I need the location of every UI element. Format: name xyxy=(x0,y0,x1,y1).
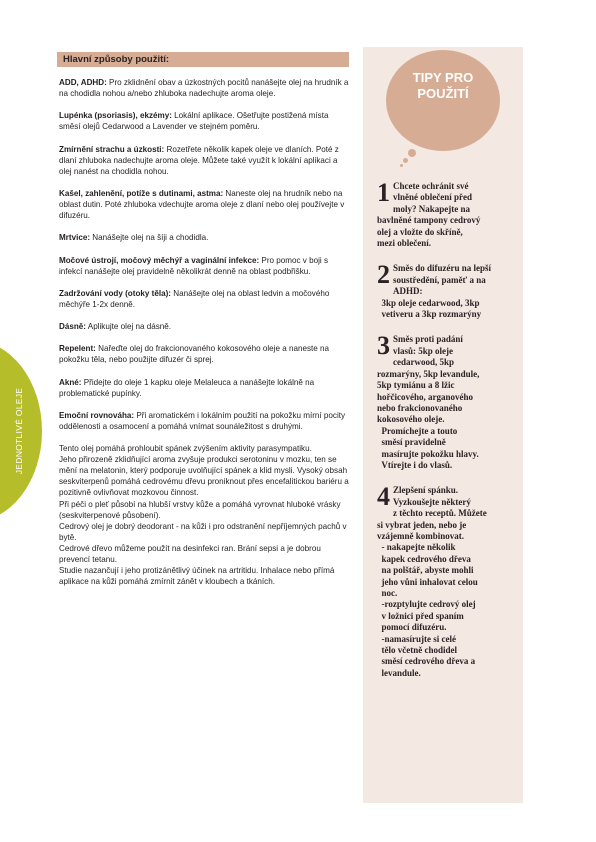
tip-text-line: hořčicového, arganového xyxy=(377,391,473,402)
tip-text-line: noc. xyxy=(377,588,398,598)
tip-text-line: moly? Nakapejte na xyxy=(393,203,470,214)
usage-entry xyxy=(59,321,349,332)
paragraph-line: Cedrové dřevo můžeme použít na desinfekci ran. Brání sepsi a je dobrou prevencí tetanu. xyxy=(59,543,321,565)
tip-text-line: Promíchejte a touto xyxy=(377,425,458,436)
tip-text-line: Vtírejte i do vlasů. xyxy=(377,459,453,470)
tip-text-line: cedarwood, 5kp xyxy=(393,357,455,368)
paragraph-line: Při péči o pleť působí na hlubší vrstvy kůže a pomáhá vyrovnat hluboké vrásky (seskviterpenové působení). xyxy=(59,499,341,520)
tip-text-line: 3kp oleje cedarwood, 3kp xyxy=(377,297,480,308)
usage-entry xyxy=(59,410,349,432)
tip-text-line: -rozptylujte cedrový olej xyxy=(377,599,476,610)
bubble-dot xyxy=(400,164,403,167)
paragraph-line: Studie nazančují i jeho protizánětlivý účinek na artritidu. Inhalace nebo přímá aplikace na kůži pomáhá zmírnit zánět v kloubech a tkáních. xyxy=(59,566,335,587)
entry-text: Při aromatickém i lokálním použití na pokožku mírní pocity oddělenosti a osamocení a pomáhá vnímat sounáležitost s druhými. xyxy=(59,410,346,431)
tip-text-line: Směs do difuzéru na lepší xyxy=(393,263,492,274)
usage-entry xyxy=(59,77,349,99)
tip-text-line: mezi oblečení. xyxy=(377,238,431,249)
bubble-dot xyxy=(408,149,416,157)
entry-text: Nanášejte olej na šíji a chodidla. xyxy=(90,233,209,243)
tip-item xyxy=(377,331,515,471)
tip-text-line: si vybrat jeden, nebo je xyxy=(377,519,467,530)
tip-item xyxy=(377,178,515,249)
tip-text-line: nebo frakcionovaného xyxy=(377,402,463,413)
tip-text-line: ADHD: xyxy=(393,286,423,297)
tip-text-line: soustředění, paměť a na xyxy=(393,274,486,285)
entry-text: Pro zklidnění obav a úzkostných pocitů nanášejte olej na hrudník a na chodidla nohou a/nebo zhluboka nadechujte aroma oleje. xyxy=(59,78,349,99)
usage-entry xyxy=(59,288,349,310)
tip-text-line: z těchto receptů. Můžete xyxy=(393,508,487,519)
tip-text-line: Směs proti padání xyxy=(393,334,463,345)
tip-text-line: kapek cedrového dřeva xyxy=(377,553,471,564)
usage-entry xyxy=(59,343,349,365)
tip-item xyxy=(377,482,515,679)
tip-text-line: v ložnici před spaním xyxy=(377,610,464,621)
entry-text: Nanášejte olej na oblast ledvin a močového měchýře 1-2x denně. xyxy=(59,288,330,309)
usage-entry xyxy=(59,255,349,277)
entry-title: Zmírnění strachu a úzkosti: xyxy=(59,144,165,154)
usage-list xyxy=(57,77,349,432)
tip-text-line: olej a vložte do skříně, xyxy=(377,226,463,237)
tip-number: 1 xyxy=(377,178,390,207)
bubble-title-line: POUŽITÍ xyxy=(417,86,469,101)
entry-title: Akné: xyxy=(59,377,82,387)
tip-text-line: vlasů: 5kp oleje xyxy=(393,345,454,356)
usage-entry xyxy=(59,188,349,221)
entry-text: Rozetřete několik kapek oleje ve dlaních. Poté z dlaní zhluboka nadechujte aroma oleje. Můžete také využít k lokální aplikaci a olej nanést na chodidla nohou. xyxy=(59,144,339,176)
tip-item xyxy=(377,260,515,320)
usage-entry xyxy=(59,377,349,399)
tip-text-line: vlněné oblečení před xyxy=(393,192,472,203)
entry-title: Močové ústrojí, močový měchýř a vaginální infekce: xyxy=(59,255,260,265)
entry-text: Aplikujte olej na dásně. xyxy=(86,322,172,332)
tip-text-line: kokosového oleje. xyxy=(377,414,445,425)
tip-number: 2 xyxy=(377,260,390,290)
usage-entry xyxy=(59,232,349,243)
paragraph-line: Jeho přirozeně zklidňující aroma zvyšuje produkci serotoninu v mozku, ten se mění na melatonin, který podporuje uvolňující spánek a klid mysli. Vysoký obsah seskviterpenů pomáhá cedrovému dřevu proniknout přes encefalitickou bariéru a pozitivně ovlivňovat mozkovou činnost. xyxy=(59,455,349,498)
tip-text-line: levandule. xyxy=(377,667,421,678)
tip-text-line: pomocí difuzéru. xyxy=(377,622,447,633)
tip-text-line: vetiveru a 3kp rozmarýny xyxy=(377,309,482,320)
entry-text: Lokální aplikace. Ošetřujte postižená místa směsí olejů Cedarwood a Lavender ve stejném poměru. xyxy=(59,111,329,132)
paragraph-line: Cedrový olej je dobrý deodorant - na kůži i pro odstranění nepříjemných pachů v bytě. xyxy=(59,521,347,542)
tip-text-line: - nakapejte několik xyxy=(377,542,456,553)
entry-title: Kašel, zahlenění, potíže s dutinami, astma: xyxy=(59,188,224,198)
tip-text-line: jeho vůni inhalovat celou xyxy=(377,576,478,587)
entry-title: Emoční rovnováha: xyxy=(59,410,135,420)
tip-text-line: -namasírujte si celé xyxy=(377,633,456,644)
entry-text: Nařeďte olej do frakcionovaného kokosového oleje a naneste na pokožku těla, nebo použijte difuzér či sprej. xyxy=(59,344,329,365)
tip-text-line: směsí pravidelně xyxy=(377,437,446,448)
tip-text-line: Chcete ochránit své xyxy=(393,181,469,191)
description-paragraph xyxy=(59,443,349,587)
tip-number: 3 xyxy=(377,331,390,361)
usage-entry xyxy=(59,144,349,177)
tip-text-line: vzájemně kombinovat. xyxy=(377,530,464,541)
usage-entry xyxy=(59,110,349,132)
side-tab-label: JEDNOTLIVÉ OLEJE xyxy=(14,387,24,475)
entry-text: Pro pomoc v boji s infekcí nanášejte olej pravidelně několikrát denně na oblast podbřišku. xyxy=(59,255,328,276)
paragraph-line: Tento olej pomáhá prohloubit spánek zvýšením aktivity parasympatiku. xyxy=(59,444,312,454)
entry-title: Repelent: xyxy=(59,344,96,354)
tips-list xyxy=(377,178,515,693)
entry-title: Dásně: xyxy=(59,322,86,332)
tip-text-line: Zlepšení spánku. xyxy=(393,485,459,496)
main-column xyxy=(57,52,349,587)
tip-text-line: směsí cedrového dřeva a xyxy=(377,656,476,667)
tip-text-line: 5kp tymiánu a 8 lžic xyxy=(377,380,455,391)
entry-title: Lupénka (psoriasis), ekzémy: xyxy=(59,111,172,121)
bubble-dot xyxy=(403,158,408,163)
entry-title: ADD, ADHD: xyxy=(59,78,107,87)
tip-text-line: masírujte pokožku hlavy. xyxy=(377,448,479,459)
tip-text-line: rozmarýny, 5kp levandule, xyxy=(377,368,480,379)
tip-text-line: tělo včetně chodidel xyxy=(377,645,457,656)
entry-text: Naneste olej na hrudník nebo na oblast dutin. Poté zhluboka vdechujte aroma oleje z dlaní nebo olej používejte v difuzéru. xyxy=(59,188,345,221)
tip-text-line: Vyzkoušejte některý xyxy=(393,496,471,507)
bubble-title xyxy=(386,70,500,102)
entry-text: Přidejte do oleje 1 kapku oleje Melaleuca a nanášejte lokálně na problematické pupínky. xyxy=(59,377,315,398)
tip-text-line: na polštář, abyste mohli xyxy=(377,565,474,576)
tip-text-line: bavlněné tampony cedrový xyxy=(377,215,481,226)
section-heading: Hlavní způsoby použití: xyxy=(57,52,349,67)
entry-title: Zadržování vody (otoky těla): xyxy=(59,288,171,298)
tip-number: 4 xyxy=(377,482,390,512)
entry-title: Mrtvice: xyxy=(59,233,91,243)
bubble-title-line: TIPY PRO xyxy=(412,70,474,85)
